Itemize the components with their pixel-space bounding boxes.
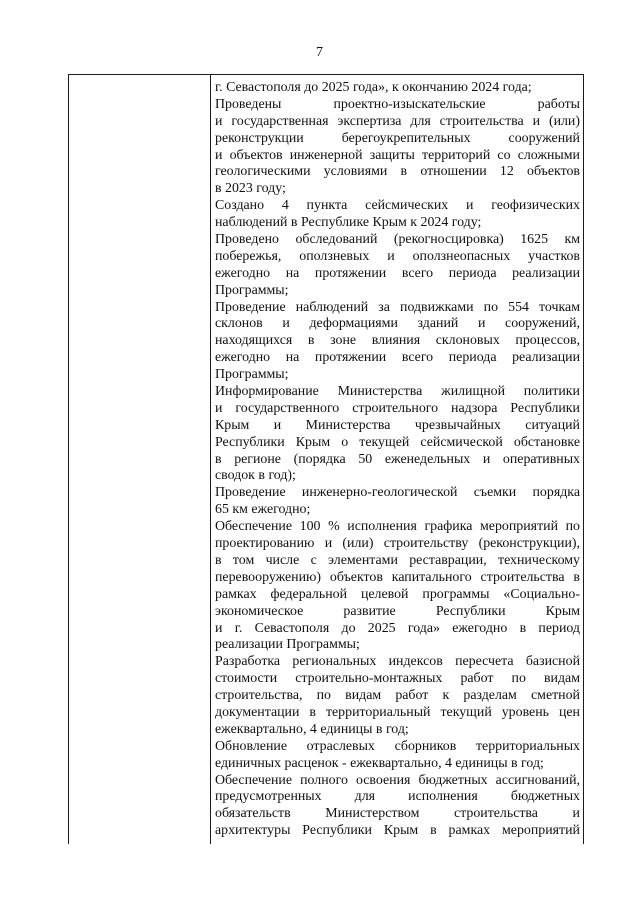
- text-line: реализации Программы;: [215, 637, 360, 653]
- text-line: реконструкции берегоукрепительных сооружений: [215, 130, 580, 146]
- text-line: сводок в год);: [215, 468, 296, 484]
- text-line: Проведение инженерно-геологической съемки порядка: [215, 485, 580, 501]
- text-line: наблюдений в Республике Крым к 2024 году;: [215, 215, 482, 231]
- text-line: Программы;: [215, 282, 289, 298]
- text-line: перевооружению) объектов капитального строительства в: [215, 569, 580, 585]
- text-line: побережья, оползневых и оползнеопасных участков: [215, 248, 580, 264]
- text-line: стоимости строительно-монтажных работ по видам: [215, 671, 580, 687]
- text-line: и г. Севастополя до 2025 года» ежегодно в период: [215, 620, 580, 636]
- text-line: Проведение наблюдений за подвижками по 554 точкам: [215, 299, 580, 315]
- text-line: проектированию и (или) строительству (реконструкции),: [215, 536, 580, 552]
- text-line: Создано 4 пункта сейсмических и геофизических: [215, 198, 580, 214]
- text-line: документации в территориальный текущий уровень цен: [215, 704, 580, 720]
- text-line: в том числе с элементами реставрации, техническому: [215, 552, 580, 568]
- text-line: экономическое развитие Республики Крым: [215, 603, 580, 619]
- page-number: 7: [316, 45, 323, 60]
- text-line: в 2023 году;: [215, 181, 286, 197]
- text-line: в регионе (порядка 50 еженедельных и оперативных: [215, 451, 580, 467]
- text-line: Республики Крым о текущей сейсмической обстановке: [215, 434, 580, 450]
- text-line: Разработка региональных индексов пересчета базисной: [215, 654, 580, 670]
- text-line: Проведены проектно-изыскательские работы: [215, 96, 580, 112]
- text-line: Крым и Министерства чрезвычайных ситуаций: [215, 417, 580, 433]
- text-line: Проведено обследований (рекогносцировка) 1625 км: [215, 232, 580, 248]
- text-line: архитектуры Республики Крым в рамках мероприятий: [215, 823, 580, 839]
- text-line: и государственного строительного надзора Республики: [215, 400, 580, 416]
- text-line: ежеквартально, 4 единицы в год;: [215, 721, 409, 737]
- table-column-divider: [210, 74, 211, 844]
- text-line: Обеспечение полного освоения бюджетных ассигнований,: [215, 772, 580, 788]
- text-line: геологическими условиями в отношении 12 объектов: [215, 164, 580, 180]
- text-line: единичных расценок - ежеквартально, 4 единицы в год;: [215, 755, 544, 771]
- text-line: склонов и деформациями зданий и сооружений,: [215, 316, 580, 332]
- table-cell-content: [215, 80, 580, 840]
- text-line: г. Севастополя до 2025 года», к окончанию 2024 года;: [215, 80, 532, 95]
- text-line: обязательств Министерством строительства и: [215, 806, 580, 822]
- text-line: строительства, по видам работ к разделам сметной: [215, 688, 580, 704]
- text-line: рамках федеральной целевой программы «Социально-: [215, 586, 580, 602]
- text-line: ежегодно на протяжении всего периода реализации: [215, 350, 580, 366]
- text-line: и объектов инженерной защиты территорий со сложными: [215, 147, 580, 163]
- text-line: Информирование Министерства жилищной политики: [215, 384, 580, 400]
- text-line: Обеспечение 100 % исполнения графика мероприятий по: [215, 519, 580, 535]
- text-line: предусмотренных для исполнения бюджетных: [215, 789, 580, 805]
- text-line: Обновление отраслевых сборников территориальных: [215, 738, 580, 754]
- text-line: и государственная экспертиза для строительства и (или): [215, 113, 580, 129]
- text-line: ежегодно на протяжении всего периода реализации: [215, 265, 580, 281]
- text-line: Программы;: [215, 367, 289, 383]
- text-line: 65 км ежегодно;: [215, 502, 311, 518]
- text-line: находящихся в зоне влияния склоновых процессов,: [215, 333, 580, 349]
